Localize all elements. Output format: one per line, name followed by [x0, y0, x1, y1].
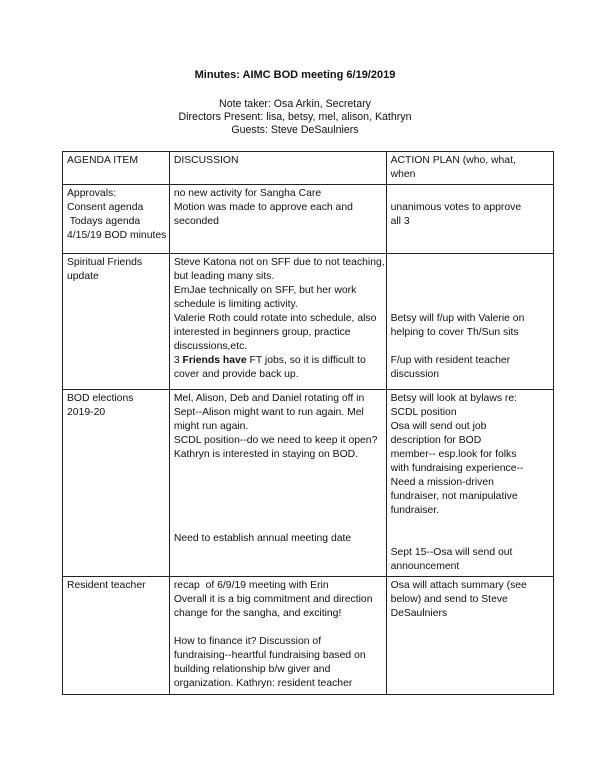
- directors-present: Directors Present: lisa, betsy, mel, alison, Kathryn: [178, 111, 412, 123]
- table-row: [63, 254, 554, 390]
- table-header-row: [63, 152, 554, 185]
- action-cell: Osa will attach summary (see below) and send to Steve DeSaulniers: [386, 577, 553, 695]
- note-taker: Note taker: Osa Arkin, Secretary: [219, 98, 371, 110]
- table-row: [63, 577, 554, 695]
- agenda-cell: BOD elections 2019-20: [63, 390, 170, 577]
- discussion-cell: no new activity for Sangha Care Motion was made to approve each and seconded: [169, 185, 386, 254]
- minutes-table: [62, 151, 554, 695]
- guests: Guests: Steve DeSaulniers: [231, 124, 359, 136]
- table-row: [63, 390, 554, 577]
- action-cell: Betsy will f/up with Valerie on helping to cover Th/Sun sits F/up with resident teacher discussion: [386, 254, 553, 390]
- header-action-plan: ACTION PLAN (who, what, when: [386, 152, 553, 185]
- table-row: [63, 185, 554, 254]
- action-cell: Betsy will look at bylaws re: SCDL position Osa will send out job description for BOD member-- esp.look for folks with fundraising experience-- Need a mission-driven fundraiser, not manipulative fundraiser. Sept 15--Osa will send out announcement: [386, 390, 553, 577]
- document-title: Minutes: AIMC BOD meeting 6/19/2019: [194, 69, 396, 81]
- discussion-cell: recap of 6/9/19 meeting with Erin Overall it is a big commitment and direction change for the sangha, and exciting! How to finance it? Discussion of fundraising--heartful fundraising based on building relationship b/w giver and organization. Kathryn: resident teacher: [169, 577, 386, 695]
- discussion-cell: Steve Katona not on SFF due to not teaching, but leading many sits. EmJae technically on SFF, but her work schedule is limiting activity. Valerie Roth could rotate into schedule, also interested in beginners group, practice discussions,etc. 3 Friends have FT jobs, so it is difficult to cover and provide back up.: [169, 254, 386, 390]
- action-cell: unanimous votes to approve all 3: [386, 185, 553, 254]
- agenda-cell: Resident teacher: [63, 577, 170, 695]
- agenda-cell: Approvals: Consent agenda Todays agenda 4/15/19 BOD minutes: [63, 185, 170, 254]
- agenda-cell: Spiritual Friends update: [63, 254, 170, 390]
- discussion-cell: Mel, Alison, Deb and Daniel rotating off in Sept--Alison might want to run again. Mel might run again. SCDL position--do we need to keep it open? Kathryn is interested in staying on BOD. Need to establish annual meeting date: [169, 390, 386, 577]
- friends-jobs-line: 3 Friends have FT jobs, so it is difficult to: [173, 355, 366, 366]
- header-agenda-item: AGENDA ITEM: [63, 152, 170, 185]
- header-discussion: DISCUSSION: [169, 152, 386, 185]
